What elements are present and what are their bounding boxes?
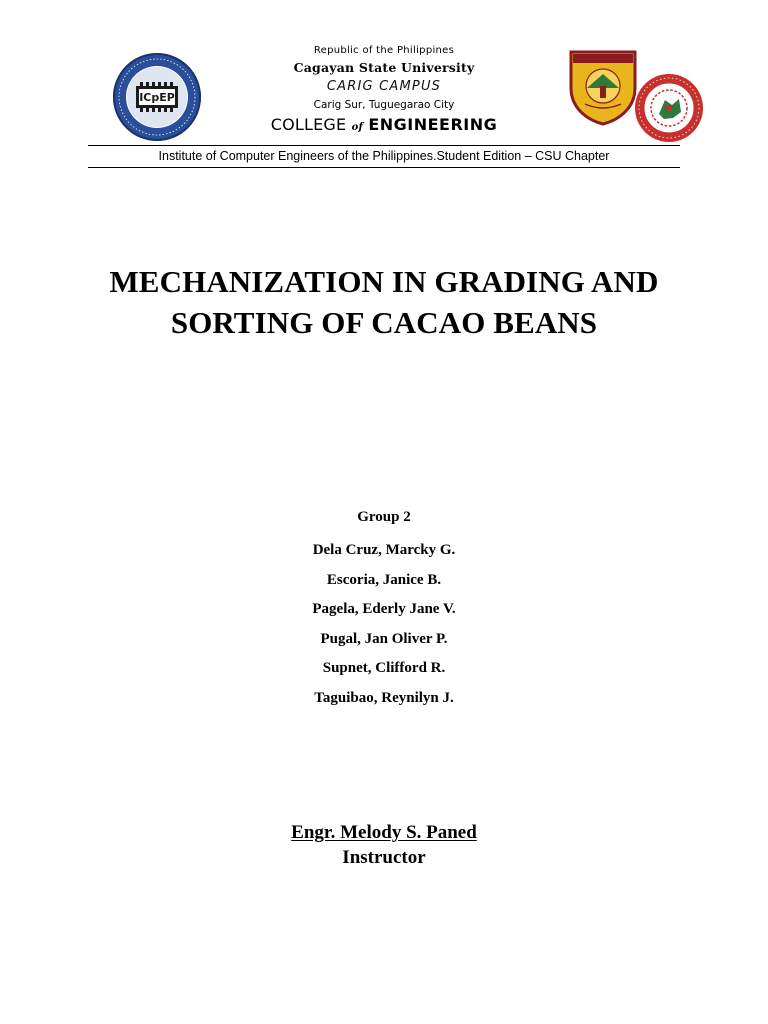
college-engineering: ENGINEERING — [368, 115, 498, 134]
member-name: Taguibao, Reynilyn J. — [314, 689, 454, 706]
instructor-name-text: Engr. Melody S. Paned — [291, 822, 477, 843]
svg-text:ICpEP: ICpEP — [139, 91, 175, 104]
republic-line: Republic of the Philippines — [313, 45, 455, 56]
header-rule-top — [88, 145, 680, 146]
campus-name: CARIG CAMPUS — [326, 79, 442, 94]
college-of-engineering-seal — [634, 72, 704, 144]
member-name: Escoria, Janice B. — [326, 571, 442, 588]
header-rule-bottom — [88, 167, 680, 168]
document-title-line-1: MECHANIZATION IN GRADING AND — [109, 264, 659, 299]
campus-address: Carig Sur, Tuguegarao City — [313, 99, 455, 111]
university-name: Cagayan State University — [293, 60, 475, 75]
member-name: Pagela, Ederly Jane V. — [312, 601, 456, 618]
instructor-name — [0, 822, 768, 844]
member-name: Supnet, Clifford R. — [322, 660, 446, 677]
institute-line: Institute of Computer Engineers of the Philippines.Student Edition – CSU Chapter — [158, 149, 610, 163]
college-word: COLLEGE — [270, 115, 347, 134]
college-of: of — [351, 122, 364, 133]
member-name: Dela Cruz, Marcky G. — [312, 542, 456, 558]
member-name: Pugal, Jan Oliver P. — [320, 630, 448, 647]
group-label: Group 2 — [357, 509, 411, 525]
member-list — [0, 540, 768, 718]
csu-seal — [567, 48, 639, 126]
instructor-role: Instructor — [342, 847, 426, 868]
document-title-line-2: SORTING OF CACAO BEANS — [170, 305, 598, 340]
